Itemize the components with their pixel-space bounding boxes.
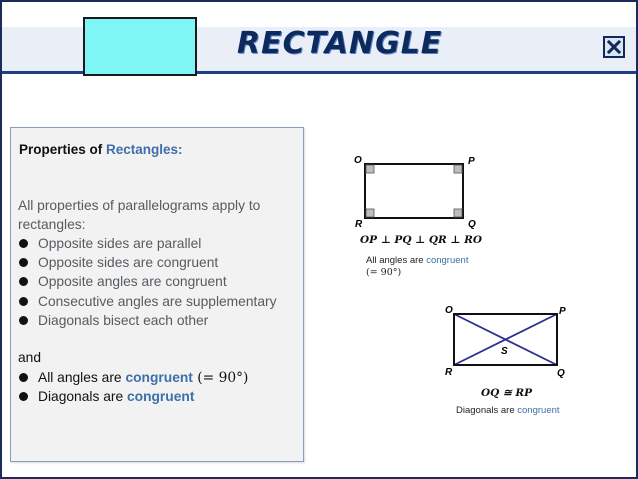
- page-title: RECTANGLE: [237, 26, 443, 61]
- cyan-box: [83, 17, 197, 76]
- rectangle-figure-1: [350, 150, 490, 232]
- list-item: Opposite sides are congruent: [18, 253, 303, 272]
- close-x-icon: [607, 40, 621, 54]
- and-label: and: [18, 350, 42, 365]
- figure1-caption: All angles are congruent: [366, 255, 469, 266]
- figure2-caption: Diagonals are congruent: [456, 405, 560, 416]
- vertex-label-o: O: [445, 305, 453, 316]
- list-item: All angles are congruent (= 90°): [18, 368, 303, 387]
- panel-heading: [19, 142, 183, 157]
- heading-accent: Rectangles:: [106, 142, 183, 157]
- vertex-label-p: P: [468, 156, 475, 167]
- properties-panel: [10, 127, 304, 462]
- list-item: Opposite sides are parallel: [18, 234, 303, 253]
- vertex-label-r: R: [355, 219, 363, 230]
- figure1-caption-line2: (= 90°): [366, 267, 402, 278]
- bullet-icon: [19, 297, 28, 306]
- vertex-label-q: Q: [468, 219, 476, 230]
- properties-list: [18, 234, 303, 330]
- congruence-equation: OQ ≅ RP: [481, 387, 533, 399]
- right-angle-mark: [366, 165, 374, 173]
- bullet-icon: [19, 316, 28, 325]
- rectangle-outline: [365, 164, 463, 218]
- list-item: Opposite angles are congruent: [18, 272, 303, 291]
- bullet-icon: [19, 373, 28, 382]
- right-angle-mark: [366, 209, 374, 217]
- bullet-icon: [19, 392, 28, 401]
- vertex-label-o: O: [354, 155, 362, 166]
- right-angle-mark: [454, 165, 462, 173]
- bullet-icon: [19, 258, 28, 267]
- vertex-label-r: R: [445, 367, 453, 378]
- list-item: Diagonals bisect each other: [18, 311, 303, 330]
- rectangle-figure-2: [440, 302, 575, 382]
- vertex-label-p: P: [559, 306, 566, 317]
- perpendicular-equation: OP ⊥ PQ ⊥ QR ⊥ RO: [360, 234, 483, 246]
- close-button[interactable]: [603, 36, 625, 58]
- list-item: Consecutive angles are supplementary: [18, 292, 303, 311]
- additional-properties-list: [18, 368, 303, 406]
- bullet-icon: [19, 277, 28, 286]
- heading-prefix: Properties of: [19, 142, 107, 157]
- list-item: Diagonals are congruent: [18, 387, 303, 406]
- center-label-s: S: [501, 346, 508, 357]
- bullet-icon: [19, 239, 28, 248]
- right-angle-mark: [454, 209, 462, 217]
- intro-text: All properties of parallelograms apply to rectangles:: [18, 198, 261, 232]
- vertex-label-q: Q: [557, 368, 565, 379]
